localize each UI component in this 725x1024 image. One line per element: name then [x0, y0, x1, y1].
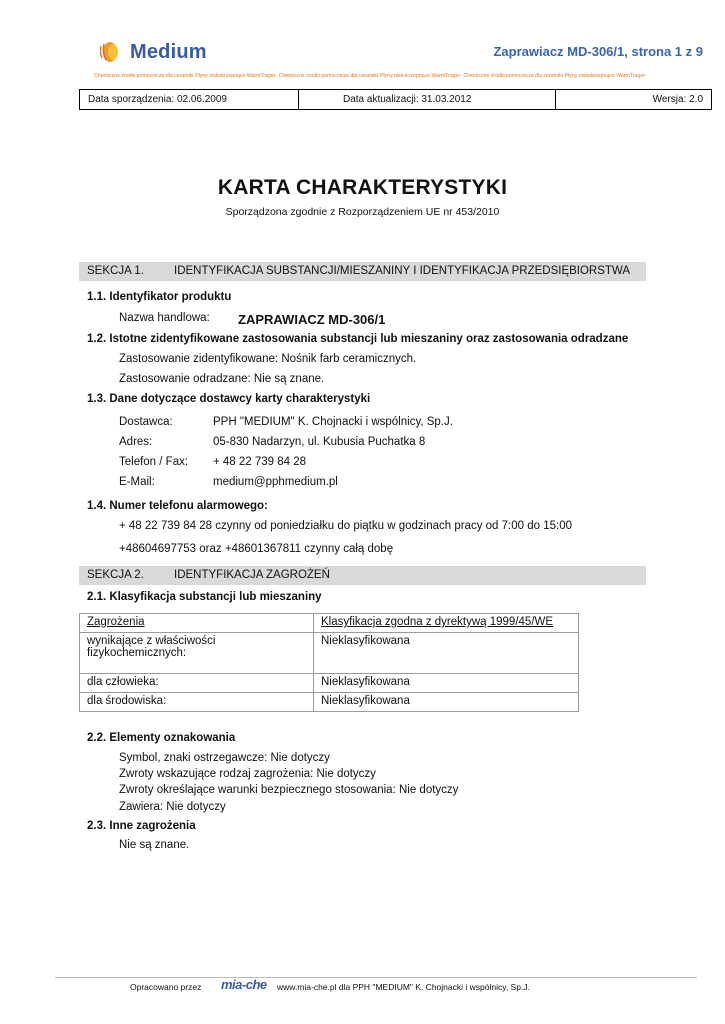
table-cell: Nieklasyfikowana — [314, 674, 579, 693]
other-hazards: Nie są znane. — [119, 839, 190, 851]
table-row — [80, 633, 579, 674]
trade-name-label: Nazwa handlowa: — [119, 312, 210, 324]
hazard-classification-table — [79, 613, 579, 712]
company-logo — [100, 40, 207, 64]
address-value: 05-830 Nadarzyn, ul. Kubusia Puchatka 8 — [213, 436, 426, 448]
email-value: medium@pphmedium.pl — [213, 476, 338, 488]
document-meta-table — [79, 89, 712, 110]
page-subtitle: Sporządzona zgodnie z Rozporządzeniem UE nr 453/2010 — [225, 206, 500, 218]
page-title: KARTA CHARAKTERYSTYKI — [217, 176, 508, 199]
subsection-1-1: 1.1. Identyfikator produktu — [87, 291, 232, 303]
subsection-2-1: 2.1. Klasyfikacja substancji lub mieszaniny — [87, 591, 322, 603]
subsection-1-3: 1.3. Dane dotyczące dostawcy karty charakterystyki — [87, 393, 371, 405]
section-title: IDENTYFIKACJA SUBSTANCJI/MIESZANINY I IDENTYFIKACJA PRZEDSIĘBIORSTWA — [174, 265, 631, 277]
section-2-header — [79, 566, 646, 585]
section-1-header — [79, 262, 646, 281]
table-row — [80, 693, 579, 712]
label-item: Zawiera: Nie dotyczy — [119, 801, 226, 813]
subsection-1-4: 1.4. Numer telefonu alarmowego: — [87, 500, 268, 512]
subsection-2-3: 2.3. Inne zagrożenia — [87, 820, 196, 832]
table-cell: wynikające z właściwości fizykochemicznych: — [80, 633, 314, 674]
use-identified: Zastosowanie zidentyfikowane: Nośnik farb ceramicznych. — [119, 353, 417, 365]
phone-value: + 48 22 739 84 28 — [213, 456, 307, 468]
table-cell: dla człowieka: — [80, 674, 314, 693]
logo-flame-icon — [100, 40, 126, 64]
trade-name: ZAPRAWIACZ MD-306/1 — [238, 312, 386, 327]
emergency-phone-1: + 48 22 739 84 28 czynny od poniedziałku do piątku w godzinach pracy od 7:00 do 15:00 — [119, 520, 572, 532]
emergency-phone-2: +48604697753 oraz +48601367811 czynny całą dobę — [119, 543, 394, 555]
footer-brand-logo: mia-che — [221, 977, 267, 992]
section-number: SEKCJA 2. — [87, 569, 144, 581]
table-header: Zagrożenia — [80, 614, 314, 633]
version: Wersja: 2.0 — [652, 94, 703, 105]
use-advised: Zastosowanie odradzane: Nie są znane. — [119, 373, 325, 385]
table-cell: dla środowiska: — [80, 693, 314, 712]
logo-text: Medium — [130, 40, 207, 63]
date-updated: Data aktualizacji: 31.03.2012 — [299, 90, 556, 109]
address-label: Adres: — [119, 436, 153, 448]
footer-divider — [55, 977, 697, 978]
section-number: SEKCJA 1. — [87, 265, 144, 277]
label-item: Zwroty wskazujące rodzaj zagrożenia: Nie dotyczy — [119, 768, 376, 780]
table-cell: Nieklasyfikowana — [314, 633, 579, 674]
email-label: E-Mail: — [119, 476, 155, 488]
section-title: IDENTYFIKACJA ZAGROŻEŃ — [174, 569, 330, 581]
table-cell: Nieklasyfikowana — [314, 693, 579, 712]
subsection-1-2: 1.2. Istotne zidentyfikowane zastosowania substancji lub mieszaniny oraz zastosowania odradzane — [87, 333, 629, 345]
footer-prepared-by: Opracowano przez — [130, 982, 202, 992]
table-row — [80, 674, 579, 693]
phone-label: Telefon / Fax: — [119, 456, 189, 468]
date-created: Data sporządzenia: 02.06.2009 — [80, 90, 299, 109]
document-page-id: Zaprawiacz MD-306/1, strona 1 z 9 — [493, 44, 703, 59]
table-header-row — [80, 614, 579, 633]
label-item: Zwroty określające warunki bezpiecznego stosowania: Nie dotyczy — [119, 784, 459, 796]
label-item: Symbol, znaki ostrzegawcze: Nie dotyczy — [119, 752, 330, 764]
header-tagline: Chemiczne środki pomocnicze dla ceramiki·Płyny niskokrzepnące WarmTrager· Chemiczne środki pomocnicze dla ceramiki·Płyny niskokrzepnące WarmTrager· Chemiczne środki pomocnicze dla ceramiki·Płyny niskokrzepnące WarmTrager· — [94, 73, 647, 79]
supplier-label: Dostawca: — [119, 416, 173, 428]
table-header: Klasyfikacja zgodna z dyrektywą 1999/45/WE — [314, 614, 579, 633]
supplier-value: PPH "MEDIUM" K. Chojnacki i wspólnicy, Sp.J. — [213, 416, 453, 428]
subsection-2-2: 2.2. Elementy oznakowania — [87, 732, 236, 744]
footer-credit: www.mia-che.pl dla PPH "MEDIUM" K. Chojnacki i wspólnicy, Sp.J. — [277, 982, 530, 992]
